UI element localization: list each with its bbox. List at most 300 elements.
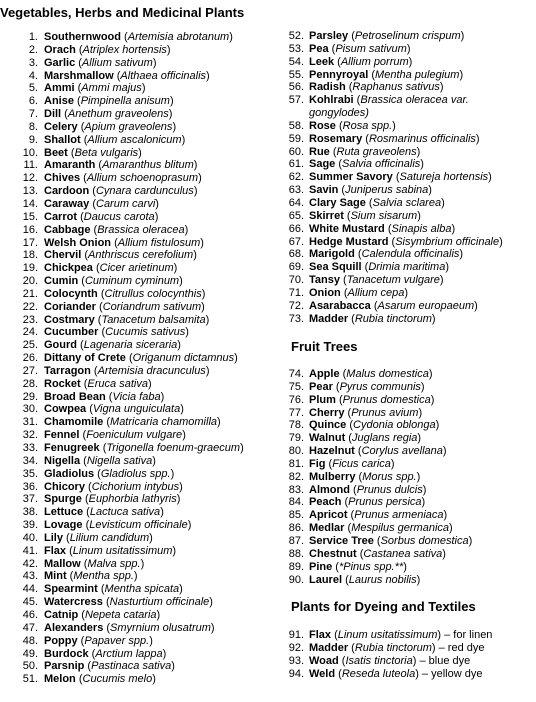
list-item: 44. Spearmint (Mentha spicata) <box>0 583 244 596</box>
item-number: 40. <box>22 531 38 544</box>
list-item: 48. Poppy (Papaver spp.) <box>0 635 244 648</box>
common-name: Pear <box>309 380 333 393</box>
common-name: Onion <box>309 286 341 299</box>
common-name: Cabbage <box>44 223 91 236</box>
latin-name: Malva spp. <box>87 557 141 570</box>
common-name: Savin <box>309 184 339 197</box>
item-number: 65. <box>288 209 304 222</box>
latin-name: Allium sativum <box>81 56 153 69</box>
list-item: 11. Amaranth (Amaranthus blitum) <box>0 159 244 172</box>
latin-name: Sinapis alba <box>391 222 452 235</box>
item-number: 50. <box>22 660 38 673</box>
list-item: 33. Fenugreek (Trigonella foenum-graecum) <box>0 442 244 455</box>
latin-name: Prunus avium <box>351 406 419 419</box>
section-title-vegetables: Vegetables, Herbs and Medicinal Plants <box>0 5 245 20</box>
list-item: 93. Woad (Isatis tinctoria) – blue dye <box>271 655 492 668</box>
list-item: 17. Welsh Onion (Allium fistulosum) <box>0 237 244 250</box>
list-item: 60. Rue (Ruta graveolens) <box>271 146 503 159</box>
latin-name: Rosmarinus officinalis <box>368 132 476 145</box>
latin-name: Linum usitatissimum <box>72 544 173 557</box>
common-name: Tarragon <box>44 364 91 377</box>
common-name: Anise <box>44 95 74 108</box>
common-name: Cherry <box>309 406 345 419</box>
common-name: Flax <box>309 629 332 641</box>
item-number: 70. <box>288 274 304 287</box>
list-item: 36. Chicory (Cichorium intybus) <box>0 481 244 494</box>
common-name: Marshmallow <box>44 69 114 82</box>
list-item: 8. Celery (Apium graveolens) <box>0 121 244 134</box>
latin-name: Pimpinella anisum <box>80 95 170 108</box>
item-number: 26. <box>22 352 38 365</box>
latin-name: Ruta graveolens <box>336 145 417 158</box>
list-item: 41. Flax (Linum usitatissimum) <box>0 545 244 558</box>
list-item: 32. Fennel (Foeniculum vulgare) <box>0 429 244 442</box>
item-number: 86. <box>288 522 304 535</box>
item-number: 10. <box>22 146 38 159</box>
latin-name: Euphorbia lathyris <box>88 493 177 506</box>
common-name: Broad Bean <box>44 390 106 403</box>
common-name: Chervil <box>44 249 82 262</box>
latin-name: Nigella sativa <box>86 454 153 467</box>
list-item: 66. White Mustard (Sinapis alba) <box>271 223 503 236</box>
list-item: 34. Nigella (Nigella sativa) <box>0 455 244 468</box>
latin-name: Prunus domestica <box>342 393 431 406</box>
item-number: 90. <box>288 573 304 586</box>
common-name: Apple <box>309 368 340 380</box>
item-number: 58. <box>288 119 304 132</box>
list-item: 94. Weld (Reseda luteola) – yellow dye <box>271 668 492 681</box>
latin-name: Brassica oleracea var. <box>360 94 469 107</box>
item-number: 56. <box>288 81 304 94</box>
common-name: Radish <box>309 81 346 94</box>
common-name: Rue <box>309 145 330 158</box>
item-number: 25. <box>22 339 38 352</box>
common-name: Hazelnut <box>309 445 355 458</box>
common-name: Cowpea <box>44 403 87 416</box>
latin-name: Asarum europaeum <box>377 299 475 312</box>
common-name: Walnut <box>309 432 346 445</box>
latin-name: Artemisia dracunculus <box>97 364 206 377</box>
list-item: 56. Radish (Raphanus sativus) <box>271 81 503 94</box>
list-item: 72. Asarabacca (Asarum europaeum) <box>271 300 503 313</box>
item-number: 19. <box>22 262 38 275</box>
common-name: Fennel <box>44 429 80 442</box>
common-name: Catnip <box>44 608 79 621</box>
latin-name: Satureja hortensis <box>399 171 489 184</box>
list-item: 6. Anise (Pimpinella anisum) <box>0 95 244 108</box>
item-number: 34. <box>22 454 38 467</box>
item-number: 30. <box>22 403 38 416</box>
latin-name: Artemisia abrotanum <box>127 31 230 43</box>
latin-name: Prunus armeniaca <box>354 509 444 522</box>
item-number: 72. <box>288 299 304 312</box>
latin-name: Mentha pulegium <box>375 68 460 81</box>
latin-name: Mespilus germanica <box>351 522 450 535</box>
latin-name: Lactuca sativa <box>89 506 161 519</box>
item-number: 3. <box>28 56 38 69</box>
latin-name: Juniperus sabina <box>345 184 429 197</box>
common-name: Pine <box>309 560 333 573</box>
list-item: 27. Tarragon (Artemisia dracunculus) <box>0 365 244 378</box>
common-name: Pea <box>309 42 329 55</box>
common-name: Asarabacca <box>309 299 371 312</box>
latin-name: Reseda luteola <box>341 667 416 680</box>
latin-name: Rubia tinctorum <box>354 641 432 654</box>
common-name: Laurel <box>309 573 343 586</box>
common-name: Hedge Mustard <box>309 235 389 248</box>
item-number: 83. <box>288 483 304 496</box>
item-number: 6. <box>28 95 38 108</box>
common-name: Orach <box>44 43 76 56</box>
list-item: 45. Watercress (Nasturtium officinale) <box>0 596 244 609</box>
usage-note: – yellow dye <box>418 667 483 680</box>
item-number: 52. <box>288 30 304 42</box>
item-number: 73. <box>288 312 304 325</box>
usage-note: – blue dye <box>416 654 471 667</box>
latin-name: Cucumis sativus <box>105 326 186 339</box>
item-number: 60. <box>288 145 304 158</box>
item-number: 2. <box>28 43 38 56</box>
item-number: 13. <box>22 185 38 198</box>
latin-name: Pastinaca sativa <box>91 660 172 673</box>
latin-name: Nasturtium officinale <box>109 596 210 609</box>
common-name: Rocket <box>44 377 81 390</box>
item-number: 68. <box>288 248 304 261</box>
common-name: Clary Sage <box>309 196 366 209</box>
latin-name: Prunus dulcis <box>356 483 423 496</box>
list-item: 30. Cowpea (Vigna unguiculata) <box>0 403 244 416</box>
item-number: 55. <box>288 68 304 81</box>
list-item: 12. Chives (Allium schoenoprasum) <box>0 172 244 185</box>
common-name: Quince <box>309 419 347 432</box>
item-number: 89. <box>288 560 304 573</box>
item-number: 47. <box>22 621 38 634</box>
list-item: 13. Cardoon (Cynara cardunculus) <box>0 185 244 198</box>
latin-name: Tanacetum balsamita <box>101 313 206 326</box>
latin-name: Anthriscus cerefolium <box>88 249 194 262</box>
list-item: 43. Mint (Mentha spp.) <box>0 570 244 583</box>
common-name: Almond <box>309 483 350 496</box>
latin-name: Rubia tinctorum <box>354 312 432 325</box>
common-name: Madder <box>309 312 349 325</box>
common-name: Woad <box>309 654 339 667</box>
list-item: 21. Colocynth (Citrullus colocynthis) <box>0 288 244 301</box>
item-number: 87. <box>288 534 304 547</box>
list-item: 91. Flax (Linum usitatissimum) – for linen <box>271 629 492 642</box>
list-item: 84. Peach (Prunus persica) <box>271 496 472 509</box>
common-name: Watercress <box>44 596 103 609</box>
latin-name: Smyrnium olusatrum <box>110 621 211 634</box>
list-item: 18. Chervil (Anthriscus cerefolium) <box>0 249 244 262</box>
list-item: 28. Rocket (Eruca sativa) <box>0 378 244 391</box>
common-name: White Mustard <box>309 222 385 235</box>
item-number: 9. <box>28 133 38 146</box>
latin-name: Cynara cardunculus <box>95 185 194 198</box>
item-number: 29. <box>22 390 38 403</box>
item-number: 74. <box>288 368 304 380</box>
common-name: Skirret <box>309 209 344 222</box>
list-item: 53. Pea (Pisum sativum) <box>271 43 503 56</box>
common-name: Parsnip <box>44 660 85 673</box>
common-name: Chicory <box>44 480 85 493</box>
common-name: Marigold <box>309 248 355 261</box>
latin-name: Morus spp. <box>362 470 417 483</box>
item-number: 16. <box>22 223 38 236</box>
item-number: 51. <box>22 673 38 686</box>
item-number: 23. <box>22 313 38 326</box>
item-number: 61. <box>288 158 304 171</box>
latin-name: Beta vulgaris <box>74 146 139 159</box>
latin-name: Papaver spp. <box>84 634 150 647</box>
latin-name: Lilium candidum <box>69 531 150 544</box>
section-title-fruit-trees: Fruit Trees <box>291 339 358 354</box>
list-item: 31. Chamomile (Matricaria chamomilla) <box>0 416 244 429</box>
latin-name: Ficus carica <box>332 457 391 470</box>
latin-name: Juglans regia <box>351 432 418 445</box>
list-item: 68. Marigold (Calendula officinalis) <box>271 248 503 261</box>
latin-name: Allium fistulosum <box>117 236 201 249</box>
list-item: 88. Chestnut (Castanea sativa) <box>271 548 472 561</box>
item-number: 54. <box>288 55 304 68</box>
latin-name: Allium cepa <box>347 286 405 299</box>
item-number: 46. <box>22 608 38 621</box>
common-name: Flax <box>44 544 67 557</box>
list-item: 75. Pear (Pyrus communis) <box>271 381 472 394</box>
item-number: 27. <box>22 364 38 377</box>
list-item: 57. Kohlrabi (Brassica oleracea var. <box>271 94 503 107</box>
common-name: Spurge <box>44 493 82 506</box>
common-name: Sea Squill <box>309 261 362 274</box>
common-name: Rosemary <box>309 132 363 145</box>
item-number: 8. <box>28 120 38 133</box>
item-number: 17. <box>22 236 38 249</box>
list-item: 26. Dittany of Crete (Origanum dictamnus) <box>0 352 244 365</box>
item-number: 1. <box>28 31 38 43</box>
list-item: 16. Cabbage (Brassica oleracea) <box>0 224 244 237</box>
latin-name: Coriandrum sativum <box>102 300 202 313</box>
item-number: 42. <box>22 557 38 570</box>
list-item: 79. Walnut (Juglans regia) <box>271 432 472 445</box>
common-name: Ammi <box>44 82 75 95</box>
common-name: Peach <box>309 496 342 509</box>
list-item: 14. Caraway (Carum carvi) <box>0 198 244 211</box>
list-item: 49. Burdock (Arctium lappa) <box>0 648 244 661</box>
list-item: 73. Madder (Rubia tinctorum) <box>271 313 503 326</box>
list-item: 52. Parsley (Petroselinum crispum) <box>271 30 503 43</box>
item-number: 24. <box>22 326 38 339</box>
common-name: Lettuce <box>44 506 84 519</box>
list-item: 58. Rose (Rosa spp.) <box>271 120 503 133</box>
common-name: Colocynth <box>44 287 98 300</box>
common-name: Poppy <box>44 634 78 647</box>
item-number: 69. <box>288 261 304 274</box>
item-number: 45. <box>22 596 38 609</box>
item-number: 37. <box>22 493 38 506</box>
list-item: 69. Sea Squill (Drimia maritima) <box>271 261 503 274</box>
item-number: 57. <box>288 94 304 107</box>
latin-name: Rosa spp. <box>342 119 393 132</box>
list-item: 9. Shallot (Allium ascalonicum) <box>0 134 244 147</box>
common-name: Chives <box>44 172 81 185</box>
list-item: 40. Lily (Lilium candidum) <box>0 532 244 545</box>
latin-name: Drimia maritima <box>368 261 446 274</box>
list-item: 46. Catnip (Nepeta cataria) <box>0 609 244 622</box>
list-item: 29. Broad Bean (Vicia faba) <box>0 391 244 404</box>
list-item: 70. Tansy (Tanacetum vulgare) <box>271 274 503 287</box>
latin-name: Cucumis melo <box>82 673 153 686</box>
list-item: 10. Beet (Beta vulgaris) <box>0 147 244 160</box>
latin-name: Salvia sclarea <box>372 196 442 209</box>
list-item: 5. Ammi (Ammi majus) <box>0 82 244 95</box>
list-item: 23. Costmary (Tanacetum balsamita) <box>0 314 244 327</box>
latin-name: Daucus carota <box>83 210 155 223</box>
item-number: 4. <box>28 69 38 82</box>
latin-name: Pisum sativum <box>335 42 407 55</box>
item-number: 63. <box>288 184 304 197</box>
latin-name: Corylus avellana <box>361 445 443 458</box>
latin-name: Apium graveolens <box>84 120 173 133</box>
common-name: Caraway <box>44 197 90 210</box>
latin-name: Calendula officinalis <box>361 248 460 261</box>
list-item: 92. Madder (Rubia tinctorum) – red dye <box>271 642 492 655</box>
latin-name: Allium porrum <box>340 55 409 68</box>
common-name: Apricot <box>309 509 348 522</box>
latin-name: Cicer arietinum <box>99 262 174 275</box>
section-title-dyeing: Plants for Dyeing and Textiles <box>291 599 476 614</box>
list-item: 39. Lovage (Levisticum officinale) <box>0 519 244 532</box>
common-name: Amaranth <box>44 159 96 172</box>
common-name: Fig <box>309 457 326 470</box>
list-item: 67. Hedge Mustard (Sisymbrium officinale) <box>271 236 503 249</box>
list-item: 77. Cherry (Prunus avium) <box>271 407 472 420</box>
list-item: 61. Sage (Salvia officinalis) <box>271 158 503 171</box>
item-number: 85. <box>288 509 304 522</box>
common-name: Sage <box>309 158 336 171</box>
common-name: Dill <box>44 108 62 121</box>
item-number: 80. <box>288 445 304 458</box>
latin-name: Castanea sativa <box>363 547 443 560</box>
latin-name: Origanum dictamnus <box>132 352 235 365</box>
latin-name: Levisticum officinale <box>89 519 188 532</box>
common-name: Chamomile <box>44 416 104 429</box>
latin-name: Allium ascalonicum <box>87 133 182 146</box>
item-number: 76. <box>288 393 304 406</box>
common-name: Madder <box>309 641 349 654</box>
latin-name: Amaranthus blitum <box>102 159 194 172</box>
common-name: Weld <box>309 667 336 680</box>
list-item: 89. Pine (*Pinus spp.**) <box>271 561 472 574</box>
list-item: 63. Savin (Juniperus sabina) <box>271 184 503 197</box>
latin-name: Malus domestica <box>346 368 429 380</box>
latin-name: Linum usitatissimum <box>337 629 438 641</box>
latin-name: Anethum graveolens <box>67 108 169 121</box>
latin-name: Brassica oleracea <box>97 223 185 236</box>
list-item: 24. Cucumber (Cucumis sativus) <box>0 326 244 339</box>
common-name: Parsley <box>309 30 349 42</box>
latin-name: Atriplex hortensis <box>82 43 167 56</box>
item-number: 77. <box>288 406 304 419</box>
item-number: 32. <box>22 429 38 442</box>
common-name: Fenugreek <box>44 442 100 454</box>
item-number: 71. <box>288 286 304 299</box>
common-name: Cumin <box>44 275 79 288</box>
item-number: 31. <box>22 416 38 429</box>
item-number: 82. <box>288 470 304 483</box>
common-name: Spearmint <box>44 583 98 596</box>
item-number: 22. <box>22 300 38 313</box>
latin-name: Citrullus colocynthis <box>104 287 202 300</box>
item-number: 94. <box>288 667 304 680</box>
list-item: 82. Mulberry (Morus spp.) <box>271 471 472 484</box>
item-number: 15. <box>22 210 38 223</box>
common-name: Celery <box>44 120 78 133</box>
list-item: 3. Garlic (Allium sativum) <box>0 57 244 70</box>
common-name: Shallot <box>44 133 81 146</box>
common-name: Leek <box>309 55 335 68</box>
latin-name: Matricaria chamomilla <box>110 416 218 429</box>
latin-name: Ammi majus <box>81 82 142 95</box>
list-item: 64. Clary Sage (Salvia sclarea) <box>271 197 503 210</box>
latin-name: Nepeta cataria <box>84 608 157 621</box>
common-name: Gladiolus <box>44 467 95 480</box>
item-number: 20. <box>22 275 38 288</box>
list-item: 20. Cumin (Cuminum cyminum) <box>0 275 244 288</box>
item-number: 41. <box>22 544 38 557</box>
item-number: 78. <box>288 419 304 432</box>
item-number: 14. <box>22 197 38 210</box>
vegetables-list-col1 <box>0 31 244 686</box>
item-number: 48. <box>22 634 38 647</box>
common-name: Coriander <box>44 300 96 313</box>
dyeing-plants-list <box>271 629 492 680</box>
item-number: 93. <box>288 654 304 667</box>
usage-note: – red dye <box>435 641 485 654</box>
list-item: 85. Apricot (Prunus armeniaca) <box>271 509 472 522</box>
item-number: 33. <box>22 442 38 454</box>
latin-name: Sium sisarum <box>350 209 418 222</box>
latin-name: Althaea officinalis <box>120 69 207 82</box>
common-name: Mallow <box>44 557 81 570</box>
item-number: 62. <box>288 171 304 184</box>
list-item: 54. Leek (Allium porrum) <box>271 56 503 69</box>
list-item: 90. Laurel (Laurus nobilis) <box>271 574 472 587</box>
latin-name: Mentha spp. <box>73 570 134 583</box>
item-number: 18. <box>22 249 38 262</box>
item-number: 7. <box>28 108 38 121</box>
list-item: 1. Southernwood (Artemisia abrotanum) <box>0 31 244 44</box>
common-name: Gourd <box>44 339 77 352</box>
latin-name: Carum carvi <box>96 197 156 210</box>
latin-name: Allium schoenoprasum <box>86 172 199 185</box>
list-item: 50. Parsnip (Pastinaca sativa) <box>0 660 244 673</box>
list-item: 78. Quince (Cydonia oblonga) <box>271 419 472 432</box>
common-name: Alexanders <box>44 621 104 634</box>
item-number: 88. <box>288 547 304 560</box>
latin-name: Isatis tinctoria <box>345 654 413 667</box>
item-number: 91. <box>288 629 304 641</box>
item-number: 35. <box>22 467 38 480</box>
common-name: Plum <box>309 393 336 406</box>
list-item: 47. Alexanders (Smyrnium olusatrum) <box>0 622 244 635</box>
latin-name: Petroselinum crispum <box>354 30 461 42</box>
list-item: 80. Hazelnut (Corylus avellana) <box>271 445 472 458</box>
latin-name: Vigna unguiculata <box>92 403 181 416</box>
latin-name: Raphanus sativus <box>352 81 440 94</box>
item-number: 12. <box>22 172 38 185</box>
latin-name: *Pinus spp.** <box>338 560 404 573</box>
fruit-trees-list <box>271 368 472 586</box>
list-item: 15. Carrot (Daucus carota) <box>0 211 244 224</box>
